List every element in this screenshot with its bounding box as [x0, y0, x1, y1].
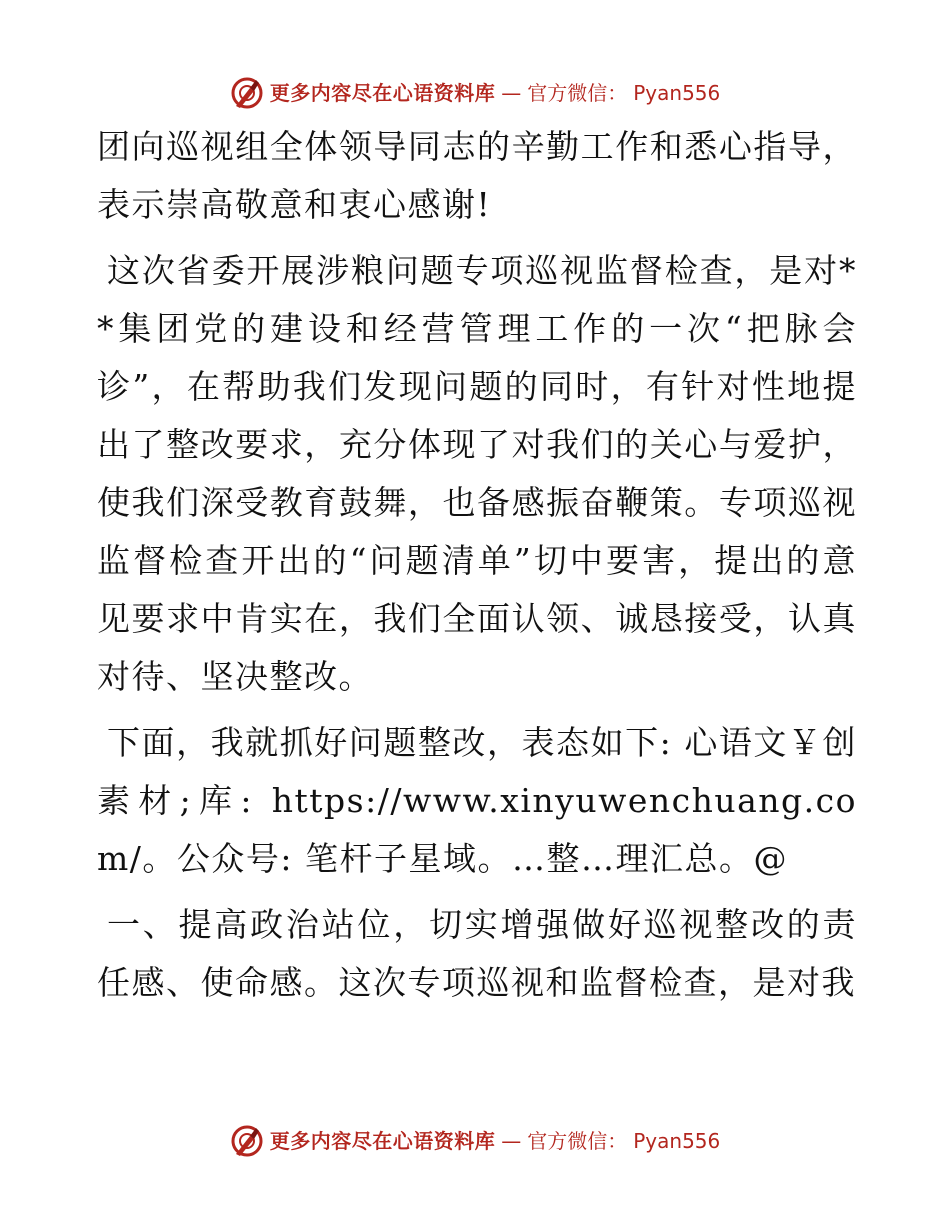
- pen-logo-icon: [230, 76, 264, 110]
- banner-official-label: 官方微信：: [527, 81, 628, 105]
- banner-separator: —: [501, 81, 522, 105]
- banner-wechat-id: Pyan556: [633, 81, 721, 105]
- banner-brand-text: 更多内容尽在心语资料库: [269, 81, 496, 105]
- paragraph-section-one: 一、提高政治站位，切实增强做好巡视整改的责任感、使命感。这次专项巡视和监督检查，是对我: [97, 905, 857, 1002]
- footer-watermark-banner: [0, 1124, 950, 1158]
- banner-wechat-id: Pyan556: [633, 1129, 721, 1153]
- document-body: [97, 118, 857, 1020]
- paragraph-stance-intro: 下面，我就抓好问题整改，表态如下: 心语文￥创素材;库: https://www.xinyuwenchuang.com/。公众号: 笔杆子星域。…整…理汇总。@: [97, 723, 857, 878]
- paragraph-continuation: 团向巡视组全体领导同志的辛勤工作和悉心指导，表示崇高敬意和衷心感谢!: [97, 127, 857, 224]
- banner-separator: —: [501, 1129, 522, 1153]
- pen-logo-icon: [230, 1124, 264, 1158]
- banner-official-label: 官方微信：: [527, 1129, 628, 1153]
- header-watermark-banner: [0, 76, 950, 110]
- paragraph-inspection-significance: 这次省委开展涉粮问题专项巡视监督检查，是对**集团党的建设和经营管理工作的一次“把脉会诊”，在帮助我们发现问题的同时，有针对性地提出了整改要求，充分体现了对我们的关心与爱护，使我们深受教育鼓舞，也备感振奋鞭策。专项巡视监督检查开出的“问题清单”切中要害，提出的意见要求中肯实在，我们全面认领、诚恳接受，认真对待、坚决整改。: [97, 251, 857, 696]
- banner-brand-text: 更多内容尽在心语资料库: [269, 1129, 496, 1153]
